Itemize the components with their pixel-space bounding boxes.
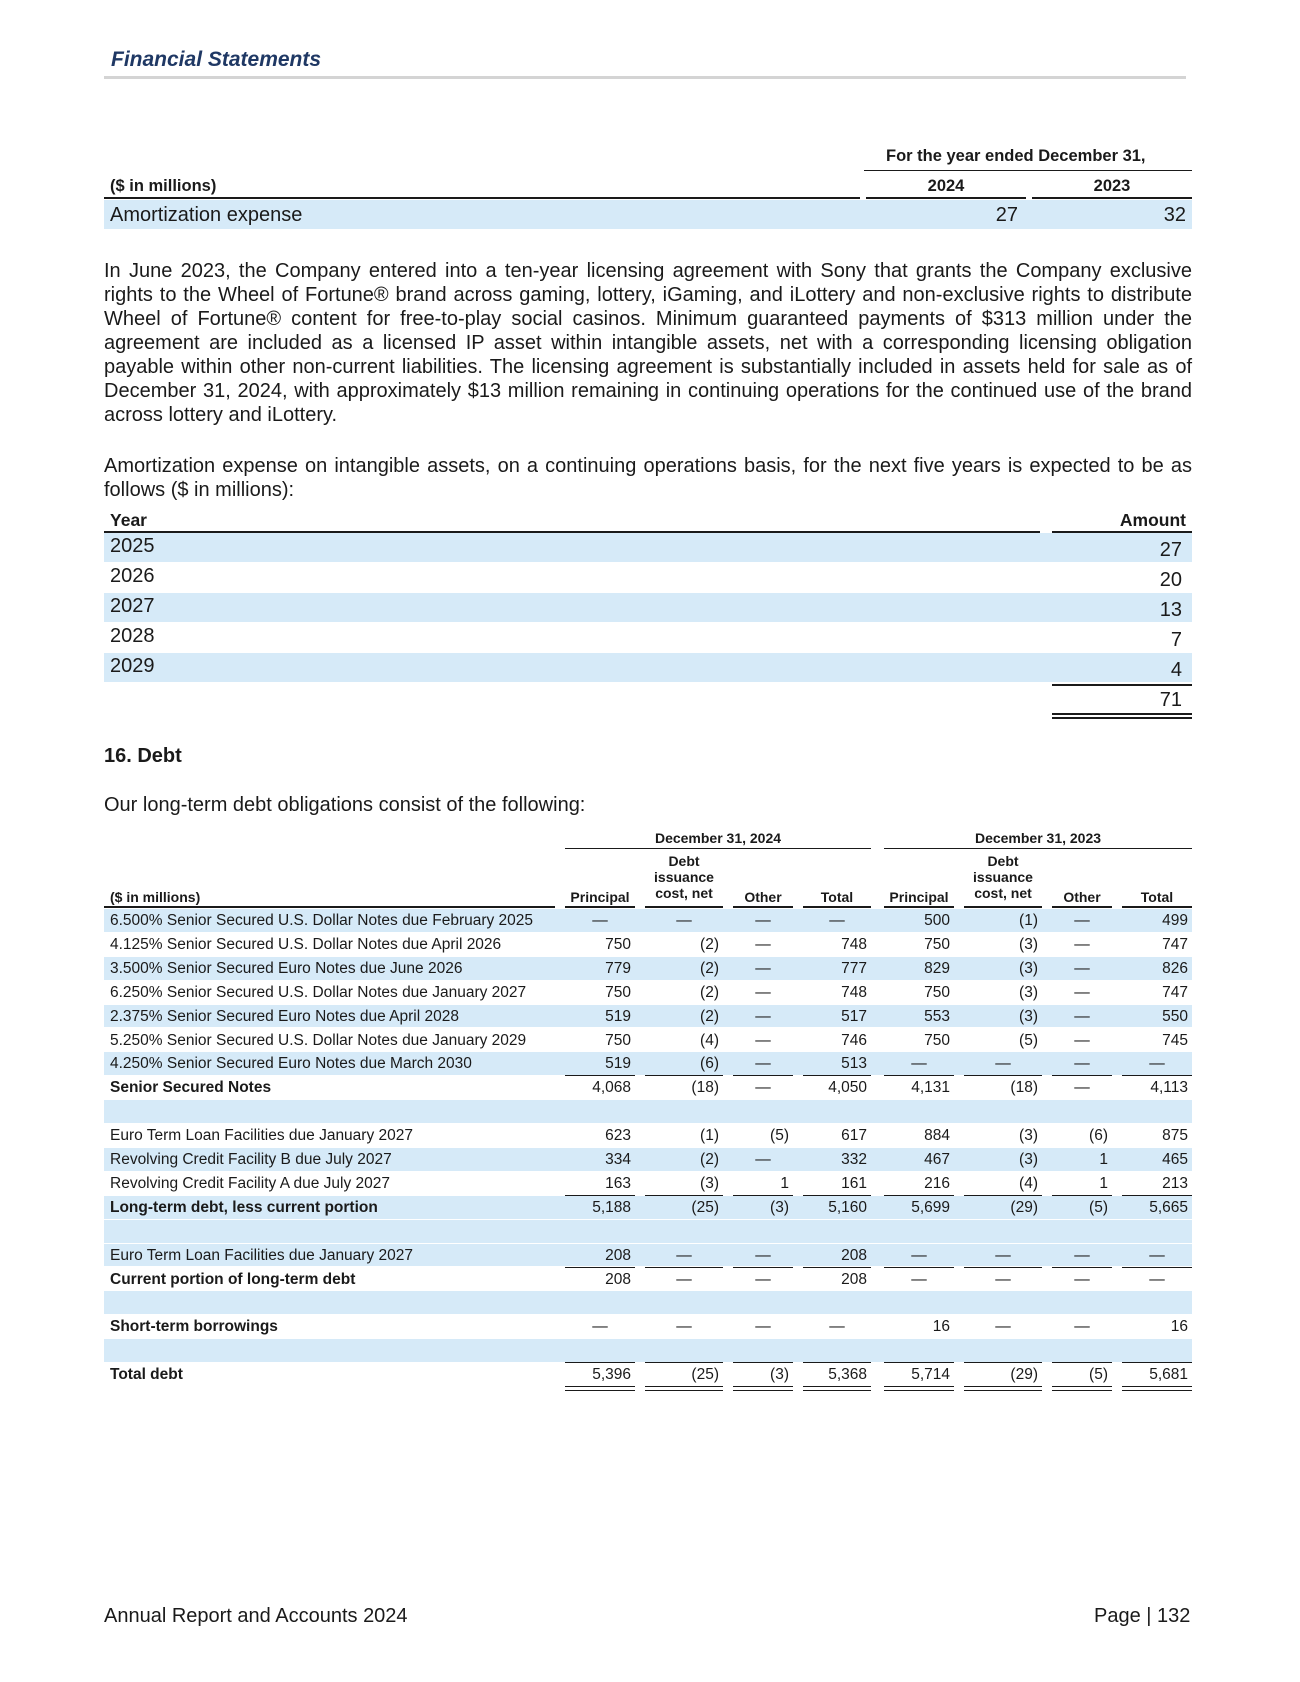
debt-total-double-rule xyxy=(565,1390,635,1391)
debt-cell: 553 xyxy=(924,1007,950,1025)
debt-cell: 5,396 xyxy=(592,1366,631,1384)
debt-cell: 5,699 xyxy=(911,1198,950,1216)
debt-cell: — xyxy=(1074,1246,1090,1264)
debt-row-band xyxy=(104,1291,1192,1314)
debt-cell: 163 xyxy=(605,1174,631,1192)
debt-subtotal-rule xyxy=(733,1075,793,1076)
debt-col-total-2024: Total xyxy=(820,889,854,905)
debt-cell: — xyxy=(676,1270,692,1288)
debt-header-rule xyxy=(884,906,954,908)
debt-cell: 550 xyxy=(1162,1007,1188,1025)
debt-header-rule xyxy=(1052,906,1112,908)
page-header-title: Financial Statements xyxy=(111,48,322,71)
debt-total-double-rule xyxy=(645,1390,723,1391)
footer-report-name: Annual Report and Accounts 2024 xyxy=(104,1605,408,1627)
debt-subtotal-rule xyxy=(733,1362,793,1363)
debt-subtotal-rule xyxy=(645,1267,723,1268)
debt-cell: 513 xyxy=(841,1055,867,1073)
debt-row-label: 2.375% Senior Secured Euro Notes due April 2028 xyxy=(110,1007,459,1025)
debt-cell: — xyxy=(755,1151,771,1168)
debt-header-rule xyxy=(565,906,635,908)
debt-row-label: Total debt xyxy=(110,1366,183,1384)
debt-cell: 750 xyxy=(924,935,950,953)
debt-cell: 500 xyxy=(924,912,950,929)
amortization-caption-rule xyxy=(864,170,1192,171)
debt-subtotal-rule xyxy=(964,1195,1042,1196)
debt-cell: (3) xyxy=(1019,983,1038,1001)
debt-cell: 829 xyxy=(924,959,950,977)
debt-subtotal-rule xyxy=(803,1267,871,1268)
debt-cell: (6) xyxy=(700,1055,719,1073)
schedule-amount: 20 xyxy=(1159,569,1182,591)
debt-row-label: 6.250% Senior Secured U.S. Dollar Notes due January 2027 xyxy=(110,983,527,1001)
debt-subtotal-rule xyxy=(803,1195,871,1196)
debt-cell: 334 xyxy=(605,1151,631,1168)
debt-cell: — xyxy=(1074,1055,1090,1073)
debt-cell: — xyxy=(755,912,771,929)
debt-cell: 467 xyxy=(924,1151,950,1168)
debt-cell: — xyxy=(676,1246,692,1264)
schedule-amount: 4 xyxy=(1170,659,1182,681)
debt-total-double-rule xyxy=(733,1390,793,1391)
header-divider xyxy=(104,76,1186,79)
debt-cell: (25) xyxy=(691,1366,719,1384)
debt-cell: 777 xyxy=(841,959,867,977)
debt-total-double-rule xyxy=(1052,1390,1112,1391)
debt-cell: — xyxy=(829,1318,845,1336)
debt-col-total-2023: Total xyxy=(1140,889,1174,905)
debt-cell: — xyxy=(1074,983,1090,1001)
debt-total-double-rule xyxy=(884,1386,954,1387)
debt-cell: — xyxy=(755,959,771,977)
debt-cell: 750 xyxy=(924,983,950,1001)
debt-cell: 748 xyxy=(841,983,867,1001)
debt-cell: — xyxy=(1074,959,1090,977)
debt-header-rule xyxy=(803,906,871,908)
footer-page-number: Page | 132 xyxy=(1094,1605,1191,1627)
debt-cell: 519 xyxy=(605,1055,631,1073)
debt-row-band xyxy=(104,1339,1192,1362)
debt-cell: (2) xyxy=(700,1007,719,1025)
debt-cell: 750 xyxy=(605,1031,631,1049)
amortization-value-2024: 27 xyxy=(995,204,1018,226)
schedule-amount: 27 xyxy=(1159,539,1182,561)
debt-row-label: Revolving Credit Facility B due July 2027 xyxy=(110,1151,392,1168)
debt-cell: (3) xyxy=(1019,935,1038,953)
debt-subtotal-rule xyxy=(1122,1075,1192,1076)
debt-cell: — xyxy=(995,1318,1011,1336)
debt-total-double-rule xyxy=(645,1386,723,1387)
debt-subtotal-rule xyxy=(964,1267,1042,1268)
debt-intro: Our long-term debt obligations consist of the following: xyxy=(104,794,586,816)
debt-cell: (2) xyxy=(700,959,719,977)
debt-subtotal-rule xyxy=(1052,1195,1112,1196)
debt-cell: 1 xyxy=(780,1174,789,1192)
debt-cell: (3) xyxy=(1019,959,1038,977)
debt-cell: (18) xyxy=(1010,1079,1038,1097)
debt-subtotal-rule xyxy=(884,1075,954,1076)
debt-subtotal-rule xyxy=(1122,1267,1192,1268)
debt-cell: — xyxy=(755,1031,771,1049)
debt-subtotal-rule xyxy=(565,1362,635,1363)
debt-row-label: 3.500% Senior Secured Euro Notes due June 2026 xyxy=(110,959,463,977)
debt-cell: (3) xyxy=(770,1198,789,1216)
debt-col-issuance-2024: Debt issuance cost, net xyxy=(654,853,714,901)
schedule-intro-paragraph: Amortization expense on intangible assets, on a continuing operations basis, for the next five years is expected to be as follows ($ in millions): xyxy=(104,455,1192,501)
debt-cell: — xyxy=(995,1246,1011,1264)
debt-cell: — xyxy=(676,912,692,929)
debt-cell: 208 xyxy=(605,1246,631,1264)
debt-subtotal-rule xyxy=(565,1195,635,1196)
debt-row-band xyxy=(104,1100,1192,1123)
amortization-unit-label: ($ in millions) xyxy=(110,177,217,195)
debt-cell: (25) xyxy=(691,1198,719,1216)
debt-cell: 465 xyxy=(1162,1151,1188,1168)
debt-cell: 517 xyxy=(841,1007,867,1025)
debt-col-other-2024: Other xyxy=(744,889,782,905)
debt-cell: (4) xyxy=(1019,1174,1038,1192)
debt-cell: (2) xyxy=(700,1151,719,1168)
debt-cell: 5,368 xyxy=(828,1366,867,1384)
debt-subtotal-rule xyxy=(733,1195,793,1196)
debt-col-issuance-2023: Debt issuance cost, net xyxy=(973,853,1033,901)
debt-header-rule xyxy=(964,906,1042,908)
debt-cell: — xyxy=(755,1055,771,1073)
schedule-col-year: Year xyxy=(110,510,147,530)
debt-cell: — xyxy=(755,1318,771,1336)
debt-cell: — xyxy=(755,1079,771,1097)
debt-cell: 884 xyxy=(924,1127,950,1145)
debt-cell: (3) xyxy=(1019,1007,1038,1025)
debt-cell: 746 xyxy=(841,1031,867,1049)
debt-row-label: Senior Secured Notes xyxy=(110,1079,272,1097)
debt-cell: — xyxy=(1074,1270,1090,1288)
debt-total-double-rule xyxy=(884,1390,954,1391)
debt-total-double-rule xyxy=(1052,1386,1112,1387)
debt-cell: 1 xyxy=(1099,1174,1108,1192)
debt-cell: (1) xyxy=(700,1127,719,1145)
debt-cell: 16 xyxy=(932,1318,950,1336)
debt-subtotal-rule xyxy=(884,1195,954,1196)
debt-cell: (18) xyxy=(691,1079,719,1097)
debt-total-double-rule xyxy=(964,1390,1042,1391)
debt-cell: 499 xyxy=(1162,912,1188,929)
debt-cell: 1 xyxy=(1099,1151,1108,1168)
schedule-total: 71 xyxy=(1159,689,1182,711)
schedule-amount: 13 xyxy=(1159,599,1182,621)
debt-cell: (3) xyxy=(700,1174,719,1192)
schedule-amount: 7 xyxy=(1170,629,1182,651)
schedule-col-amount: Amount xyxy=(1119,510,1186,530)
debt-cell: 216 xyxy=(924,1174,950,1192)
debt-cell: 5,714 xyxy=(911,1366,950,1384)
schedule-year: 2025 xyxy=(110,535,155,557)
debt-cell: 875 xyxy=(1162,1127,1188,1145)
debt-subtotal-rule xyxy=(1052,1075,1112,1076)
debt-cell: (1) xyxy=(1019,912,1038,929)
debt-cell: (5) xyxy=(1089,1198,1108,1216)
debt-cell: — xyxy=(1149,1055,1165,1073)
debt-header-rule xyxy=(733,906,793,908)
debt-col-principal-2023: Principal xyxy=(889,889,949,905)
debt-cell: (2) xyxy=(700,983,719,1001)
debt-period-rule xyxy=(565,848,871,849)
debt-period-rule xyxy=(884,848,1192,849)
debt-row-label: Euro Term Loan Facilities due January 2027 xyxy=(110,1246,413,1264)
debt-header-rule xyxy=(645,906,723,908)
schedule-row-band xyxy=(104,653,1192,682)
debt-subtotal-rule xyxy=(1052,1267,1112,1268)
debt-cell: 748 xyxy=(841,935,867,953)
debt-cell: 4,113 xyxy=(1150,1079,1188,1097)
debt-cell: (5) xyxy=(1019,1031,1038,1049)
debt-cell: 750 xyxy=(924,1031,950,1049)
debt-cell: 4,068 xyxy=(592,1079,631,1097)
debt-cell: (29) xyxy=(1010,1198,1038,1216)
debt-cell: — xyxy=(1074,912,1090,929)
debt-cell: 5,681 xyxy=(1149,1366,1188,1384)
debt-cell: 161 xyxy=(841,1174,867,1192)
debt-cell: 208 xyxy=(841,1246,867,1264)
schedule-year: 2028 xyxy=(110,625,155,647)
debt-cell: 208 xyxy=(605,1270,631,1288)
debt-cell: 5,160 xyxy=(828,1198,867,1216)
debt-subtotal-rule xyxy=(645,1075,723,1076)
debt-row-label: 5.250% Senior Secured U.S. Dollar Notes due January 2029 xyxy=(110,1031,527,1049)
debt-section-heading: 16. Debt xyxy=(104,745,182,767)
amortization-year-2023: 2023 xyxy=(1093,177,1131,195)
debt-subtotal-rule xyxy=(1122,1362,1192,1363)
debt-cell: (6) xyxy=(1089,1127,1108,1145)
debt-cell: 826 xyxy=(1162,959,1188,977)
debt-subtotal-rule xyxy=(1052,1362,1112,1363)
debt-row-band xyxy=(104,1220,1192,1243)
debt-total-double-rule xyxy=(565,1386,635,1387)
debt-cell: — xyxy=(1074,1031,1090,1049)
amortization-value-2023: 32 xyxy=(1163,204,1186,226)
debt-cell: (3) xyxy=(1019,1127,1038,1145)
schedule-row-band xyxy=(104,593,1192,622)
debt-cell: 747 xyxy=(1162,935,1188,953)
amortization-header-rule xyxy=(1032,197,1192,199)
debt-period-2023: December 31, 2023 xyxy=(974,830,1102,846)
debt-cell: — xyxy=(1074,935,1090,953)
debt-cell: 519 xyxy=(605,1007,631,1025)
amortization-year-2024: 2024 xyxy=(927,177,965,195)
debt-cell: — xyxy=(911,1055,927,1073)
debt-subtotal-rule xyxy=(565,1075,635,1076)
debt-cell: — xyxy=(592,912,608,929)
schedule-double-rule xyxy=(1052,717,1192,719)
debt-total-double-rule xyxy=(1122,1386,1192,1387)
debt-total-double-rule xyxy=(803,1390,871,1391)
debt-cell: 332 xyxy=(841,1151,867,1168)
debt-subtotal-rule xyxy=(565,1267,635,1268)
debt-cell: — xyxy=(1149,1246,1165,1264)
debt-cell: (29) xyxy=(1010,1366,1038,1384)
debt-cell: (5) xyxy=(770,1127,789,1145)
debt-subtotal-rule xyxy=(733,1267,793,1268)
debt-cell: — xyxy=(1074,1318,1090,1336)
amortization-caption: For the year ended December 31, xyxy=(886,147,1146,165)
debt-cell: 4,050 xyxy=(828,1079,867,1097)
debt-cell: (3) xyxy=(770,1366,789,1384)
debt-cell: 5,188 xyxy=(592,1198,631,1216)
debt-cell: — xyxy=(995,1055,1011,1073)
debt-cell: — xyxy=(755,983,771,1001)
debt-cell: — xyxy=(911,1270,927,1288)
schedule-row-band xyxy=(104,533,1192,562)
debt-cell: 750 xyxy=(605,935,631,953)
debt-total-double-rule xyxy=(964,1386,1042,1387)
debt-cell: — xyxy=(755,1246,771,1264)
debt-cell: (2) xyxy=(700,935,719,953)
licensing-paragraph: In June 2023, the Company entered into a ten-year licensing agreement with Sony that grants the Company exclusive rights to the Wheel of Fortune® brand across gaming, lottery, iGaming, and iLottery and non-exclusive rights to distribute Wheel of Fortune® content for free-to-play social casinos. Minimum guaranteed payments of $313 million under the agreement are included as a licensed IP asset within intangible assets, net with a corresponding licensing obligation payable within other non-current liabilities. The licensing agreement is substantially included in assets held for sale as of December 31, 2024, with approximately $13 million remaining in continuing operations for the continued use of the brand across lottery and iLottery. xyxy=(104,260,1192,426)
debt-cell: 779 xyxy=(605,959,631,977)
debt-cell: (5) xyxy=(1089,1366,1108,1384)
debt-subtotal-rule xyxy=(884,1362,954,1363)
schedule-total-rule xyxy=(1052,684,1192,686)
debt-cell: (3) xyxy=(1019,1151,1038,1168)
debt-cell: 208 xyxy=(841,1270,867,1288)
debt-row-label: 4.125% Senior Secured U.S. Dollar Notes due April 2026 xyxy=(110,935,502,953)
debt-period-2024: December 31, 2024 xyxy=(654,830,782,846)
debt-row-label: Long-term debt, less current portion xyxy=(110,1198,378,1216)
debt-cell: — xyxy=(676,1318,692,1336)
debt-cell: 747 xyxy=(1162,983,1188,1001)
debt-subtotal-rule xyxy=(964,1075,1042,1076)
schedule-year: 2026 xyxy=(110,565,155,587)
debt-row-label: 6.500% Senior Secured U.S. Dollar Notes due February 2025 xyxy=(110,912,534,929)
debt-header-rule xyxy=(104,906,555,908)
amortization-header-rule xyxy=(866,197,1026,199)
debt-row-label: Revolving Credit Facility A due July 2027 xyxy=(110,1174,391,1192)
schedule-year: 2027 xyxy=(110,595,155,617)
debt-cell: — xyxy=(1074,1007,1090,1025)
debt-subtotal-rule xyxy=(964,1362,1042,1363)
debt-cell: 623 xyxy=(605,1127,631,1145)
debt-cell: — xyxy=(1074,1079,1090,1097)
debt-subtotal-rule xyxy=(1122,1195,1192,1196)
debt-cell: — xyxy=(755,1007,771,1025)
debt-cell: 750 xyxy=(605,983,631,1001)
debt-cell: (4) xyxy=(700,1031,719,1049)
debt-cell: — xyxy=(1149,1270,1165,1288)
debt-cell: 213 xyxy=(1162,1174,1188,1192)
debt-unit-label: ($ in millions) xyxy=(110,889,201,905)
debt-cell: 16 xyxy=(1170,1318,1188,1336)
debt-total-double-rule xyxy=(1122,1390,1192,1391)
debt-cell: 617 xyxy=(841,1127,867,1145)
debt-row-label: Euro Term Loan Facilities due January 2027 xyxy=(110,1127,413,1145)
debt-cell: — xyxy=(911,1246,927,1264)
schedule-year: 2029 xyxy=(110,655,155,677)
debt-subtotal-rule xyxy=(645,1195,723,1196)
debt-header-rule xyxy=(1122,906,1192,908)
amortization-header-rule xyxy=(104,197,860,199)
debt-cell: — xyxy=(995,1270,1011,1288)
schedule-double-rule xyxy=(1052,713,1192,715)
debt-total-double-rule xyxy=(733,1386,793,1387)
debt-cell: 745 xyxy=(1162,1031,1188,1049)
debt-row-label: 4.250% Senior Secured Euro Notes due March 2030 xyxy=(110,1055,472,1073)
amortization-row-label: Amortization expense xyxy=(110,204,303,226)
debt-subtotal-rule xyxy=(884,1267,954,1268)
debt-col-other-2023: Other xyxy=(1063,889,1101,905)
debt-total-double-rule xyxy=(803,1386,871,1387)
debt-cell: 5,665 xyxy=(1149,1198,1188,1216)
debt-col-principal-2024: Principal xyxy=(570,889,630,905)
debt-cell: — xyxy=(755,1270,771,1288)
debt-cell: 4,131 xyxy=(911,1079,950,1097)
debt-subtotal-rule xyxy=(803,1362,871,1363)
debt-subtotal-rule xyxy=(645,1362,723,1363)
debt-row-label: Short-term borrowings xyxy=(110,1318,278,1336)
debt-row-label: Current portion of long-term debt xyxy=(110,1270,356,1288)
debt-cell: — xyxy=(829,912,845,929)
debt-subtotal-rule xyxy=(803,1075,871,1076)
debt-cell: — xyxy=(592,1318,608,1336)
debt-cell: — xyxy=(755,935,771,953)
